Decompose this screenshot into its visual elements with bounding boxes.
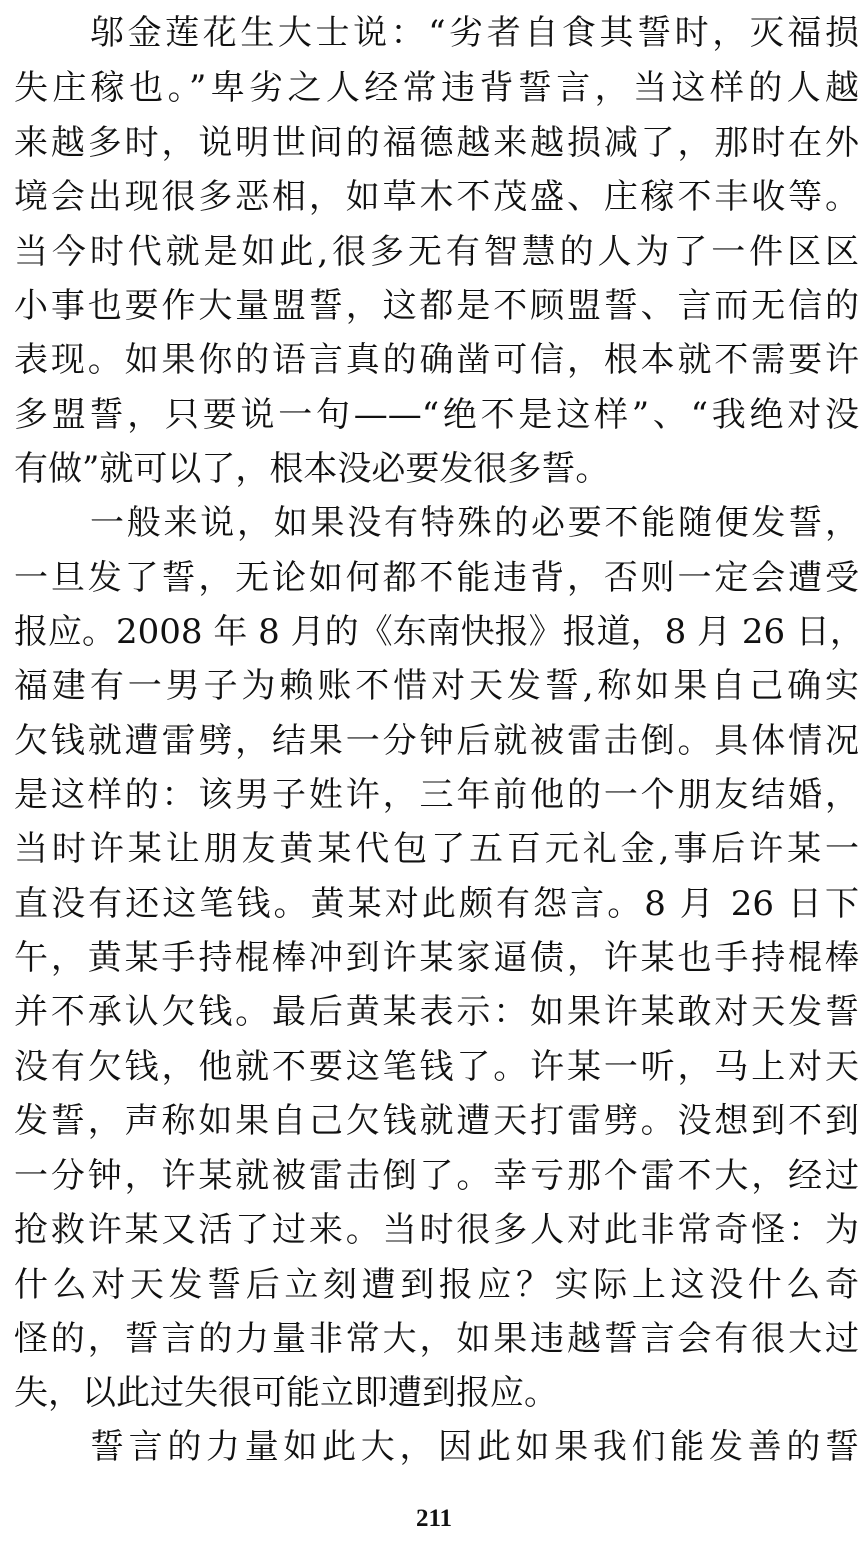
text-line: 发誓，声称如果自己欠钱就遭天打雷劈。没想到不到 [14, 1101, 859, 1141]
text-line: 福建有一男子为赖账不惜对天发誓,称如果自己确实 [14, 666, 859, 706]
text-line: 多盟誓，只要说一句——“绝不是这样”、“我绝对没 [14, 395, 859, 435]
text-line: 小事也要作大量盟誓，这都是不顾盟誓、言而无信的 [14, 286, 859, 326]
text-line: 直没有还这笔钱。黄某对此颇有怨言。8 月 26 日下 [14, 884, 859, 924]
text-line: 并不承认欠钱。最后黄某表示：如果许某敢对天发誓 [14, 992, 859, 1032]
text-line: 境会出现很多恶相，如草木不茂盛、庄稼不丰收等。 [14, 177, 859, 217]
text-line: 失庄稼也。”卑劣之人经常违背誓言，当这样的人越 [14, 68, 859, 108]
text-line: 欠钱就遭雷劈，结果一分钟后就被雷击倒。具体情况 [14, 721, 859, 761]
text-line: 什么对天发誓后立刻遭到报应？实际上这没什么奇 [14, 1265, 859, 1305]
text-line: 一旦发了誓，无论如何都不能违背，否则一定会遭受 [14, 558, 859, 598]
text-line: 午，黄某手持棍棒冲到许某家逼债，许某也手持棍棒 [14, 938, 859, 978]
text-line: 是这样的：该男子姓许，三年前他的一个朋友结婚， [14, 775, 859, 815]
text-line: 有做”就可以了，根本没必要发很多誓。 [14, 449, 610, 489]
text-line: 邬金莲花生大士说：“劣者自食其誓时，灭福损 [90, 13, 859, 53]
text-line: 当今时代就是如此,很多无有智慧的人为了一件区区 [14, 232, 859, 272]
text-line: 表现。如果你的语言真的确凿可信，根本就不需要许 [14, 340, 859, 380]
text-line: 誓言的力量如此大，因此如果我们能发善的誓 [90, 1427, 859, 1467]
text-line: 一分钟，许某就被雷击倒了。幸亏那个雷不大，经过 [14, 1156, 859, 1196]
text-line: 怪的，誓言的力量非常大，如果违越誓言会有很大过 [14, 1319, 859, 1359]
page-number: 211 [415, 1505, 453, 1532]
text-line: 一般来说，如果没有特殊的必要不能随便发誓， [90, 503, 859, 543]
text-line: 当时许某让朋友黄某代包了五百元礼金,事后许某一 [14, 829, 859, 869]
text-line: 来越多时，说明世间的福德越来越损减了，那时在外 [14, 123, 859, 163]
text-line: 没有欠钱，他就不要这笔钱了。许某一听，马上对天 [14, 1047, 859, 1087]
text-line: 抢救许某又活了过来。当时很多人对此非常奇怪：为 [14, 1210, 859, 1250]
text-line: 失，以此过失很可能立即遭到报应。 [14, 1373, 558, 1413]
text-line: 报应。2008 年 8 月的《东南快报》报道，8 月 26 日， [14, 612, 864, 652]
